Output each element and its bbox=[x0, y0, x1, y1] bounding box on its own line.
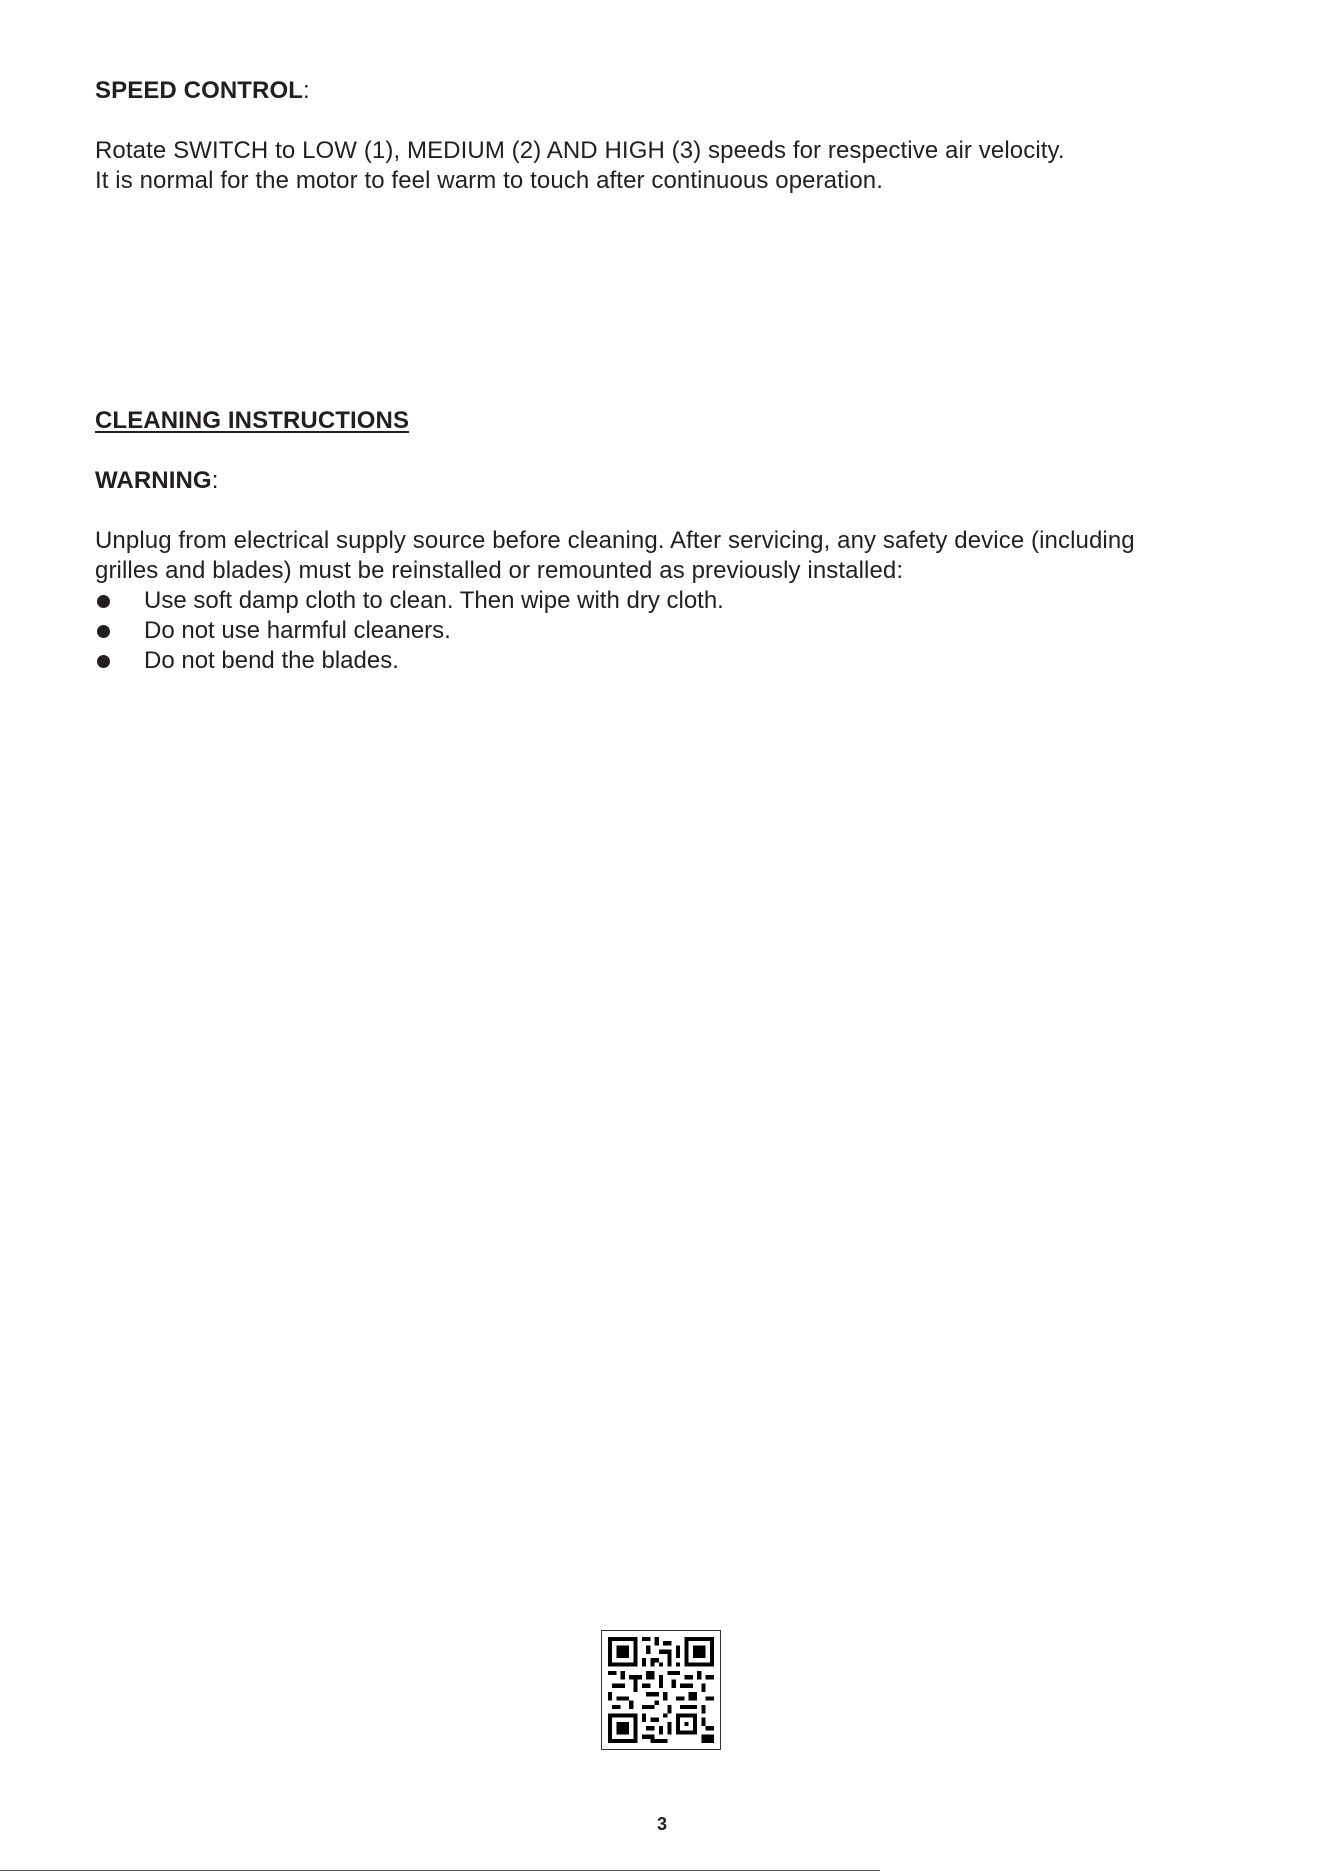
list-item-text: Do not use harmful cleaners. bbox=[144, 617, 451, 644]
warning-label: WARNING bbox=[95, 467, 212, 494]
qr-code-graphic bbox=[608, 1637, 714, 1743]
warning-paragraph-line-2: grilles and blades) must be reinstalled or remounted as previously installed: bbox=[95, 557, 904, 584]
speed-instruction-line-1: Rotate SWITCH to LOW (1), MEDIUM (2) AND HIGH (3) speeds for respective air velocity. bbox=[95, 137, 1065, 164]
bullet-icon bbox=[97, 655, 110, 668]
list-item-text: Use soft damp cloth to clean. Then wipe with dry cloth. bbox=[144, 587, 724, 614]
speed-control-heading: SPEED CONTROL bbox=[95, 77, 303, 104]
warning-paragraph-line-1: Unplug from electrical supply source before cleaning. After servicing, any safety device (including bbox=[95, 527, 1135, 554]
bullet-icon bbox=[97, 595, 110, 608]
footer-divider bbox=[0, 1870, 880, 1871]
cleaning-instructions-heading: CLEANING INSTRUCTIONS bbox=[95, 407, 410, 434]
speed-control-heading-line bbox=[95, 76, 310, 106]
heading-colon: : bbox=[302, 77, 310, 104]
speed-instruction-line-2: It is normal for the motor to feel warm to touch after continuous operation. bbox=[95, 167, 883, 194]
list-item-text: Do not bend the blades. bbox=[144, 647, 399, 674]
bullet-icon bbox=[97, 625, 110, 638]
qr-code-icon bbox=[601, 1630, 721, 1750]
warning-colon: : bbox=[211, 467, 219, 494]
page-number: 3 bbox=[656, 1814, 667, 1834]
warning-heading-line bbox=[95, 466, 218, 496]
